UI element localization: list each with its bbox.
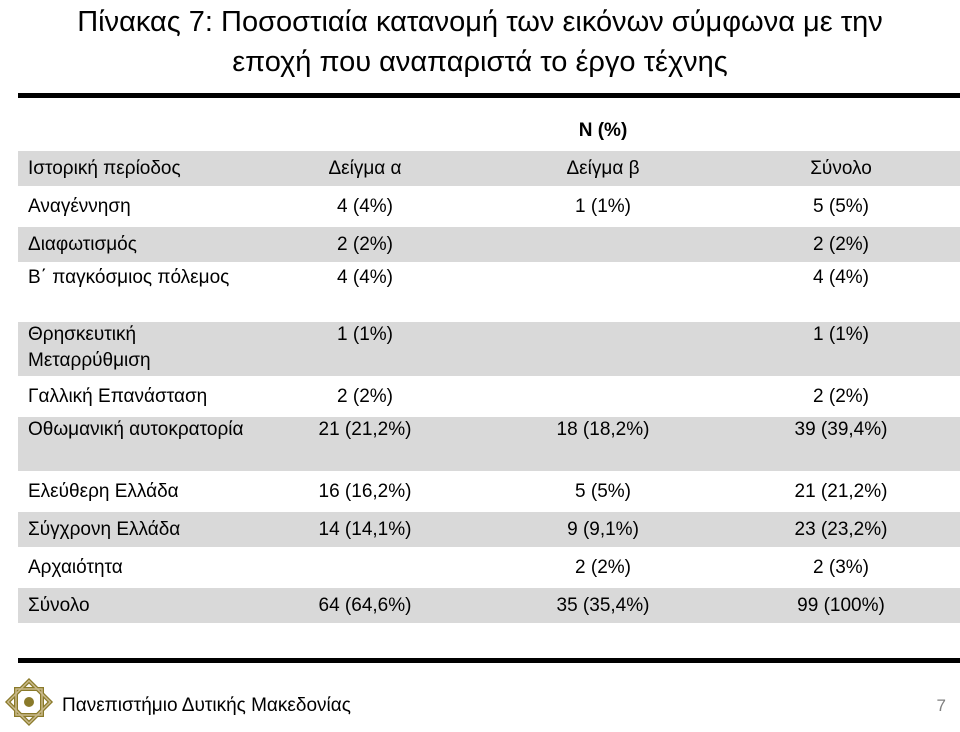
table-row (18, 416, 960, 473)
period-cell: Σύνολο (28, 595, 90, 616)
sample-a-cell: 4 (4%) (337, 267, 393, 288)
page-number: 7 (936, 696, 946, 715)
period-cell: Αναγέννηση (28, 196, 131, 217)
period-cell: Οθωμανική αυτοκρατορία (28, 419, 244, 440)
sample-b-cell: 2 (2%) (575, 557, 631, 578)
total-cell: 4 (4%) (813, 267, 869, 288)
period-cell: Σύγχρονη Ελλάδα (28, 519, 181, 540)
total-cell: 99 (100%) (797, 595, 885, 616)
table-row (18, 378, 960, 416)
total-cell: 21 (21,2%) (794, 481, 888, 502)
sample-a-cell: 21 (21,2%) (318, 419, 412, 440)
data-table (18, 114, 960, 626)
sample-b-cell (484, 264, 722, 321)
sample-a-cell: 64 (64,6%) (318, 595, 412, 616)
table-row (18, 188, 960, 226)
table-row (18, 226, 960, 264)
period-cell: Β΄ παγκόσμιος πόλεμος (28, 267, 230, 288)
table-row (18, 264, 960, 321)
period-cell: Ελεύθερη Ελλάδα (28, 481, 179, 502)
slide-title (0, 2, 960, 82)
group-header-row (18, 114, 960, 150)
sample-a-cell: 14 (14,1%) (318, 519, 412, 540)
period-cell: Αρχαιότητα (28, 557, 123, 578)
column-header-row (18, 150, 960, 188)
period-cell: Διαφωτισμός (28, 234, 137, 255)
sample-a-cell (246, 549, 484, 587)
sample-b-cell (484, 378, 722, 416)
sample-b-cell (484, 321, 722, 378)
table-row (18, 549, 960, 587)
table-row (18, 321, 960, 378)
sample-a-cell: 1 (1%) (337, 324, 393, 345)
table-bottom-rule (18, 658, 960, 663)
totals-row (18, 587, 960, 625)
total-cell: 39 (39,4%) (794, 419, 888, 440)
total-cell: 2 (3%) (813, 557, 869, 578)
total-cell: 5 (5%) (813, 196, 869, 217)
sample-a-cell: 16 (16,2%) (318, 481, 412, 502)
sample-a-cell: 2 (2%) (337, 386, 393, 407)
period-cell: Γαλλική Επανάσταση (28, 386, 208, 407)
university-logo-icon (4, 677, 54, 727)
sample-b-cell: 9 (9,1%) (567, 519, 639, 540)
sample-b-cell (484, 226, 722, 264)
sample-a-cell: 4 (4%) (337, 196, 393, 217)
sample-b-cell: 35 (35,4%) (556, 595, 650, 616)
column-header: Δείγμα α (328, 158, 402, 179)
sample-b-cell: 5 (5%) (575, 481, 631, 502)
footer-text: Πανεπιστήμιο Δυτικής Μακεδονίας (62, 695, 351, 716)
column-header: Σύνολο (810, 158, 872, 179)
total-cell: 1 (1%) (813, 324, 869, 345)
table-row (18, 511, 960, 549)
column-header: Δείγμα β (566, 158, 640, 179)
group-header: Ν (%) (578, 120, 628, 141)
sample-b-cell: 18 (18,2%) (556, 419, 650, 440)
total-cell: 2 (2%) (813, 234, 869, 255)
column-header: Ιστορική περίοδος (28, 158, 181, 179)
period-cell: Θρησκευτική Μεταρρύθμιση (28, 324, 151, 371)
table-top-rule (18, 93, 960, 98)
sample-b-cell: 1 (1%) (575, 196, 631, 217)
total-cell: 2 (2%) (813, 386, 869, 407)
slide-title-line2: εποχή που αναπαριστά το έργο τέχνης (232, 46, 728, 78)
slide-title-line1: Πίνακας 7: Ποσοστιαία κατανομή των εικόνων σύμφωνα με την (77, 6, 883, 38)
total-cell: 23 (23,2%) (794, 519, 888, 540)
sample-a-cell: 2 (2%) (337, 234, 393, 255)
table-row (18, 473, 960, 511)
